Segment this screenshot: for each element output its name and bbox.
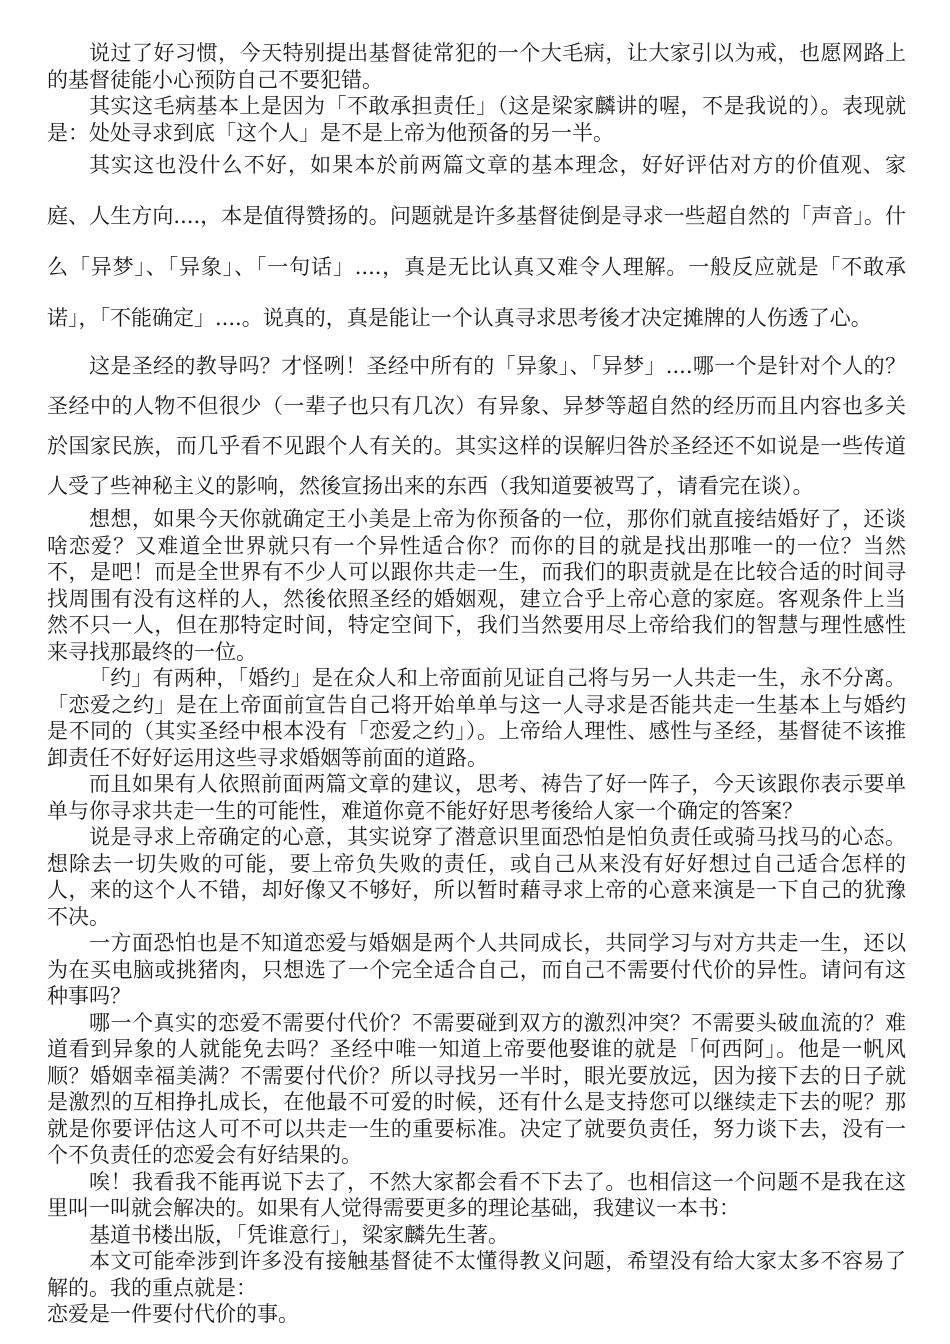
paragraph-12: 基道书楼出版，「凭谁意行」，梁家麟先生著。 — [89, 1222, 509, 1247]
paragraph-3: 其实这也没什么不好，如果本於前两篇文章的基本理念，好好评估对方的价值观、家庭、人生方向....，本是值得赞扬的。问题就是许多基督徒倒是寻求一些超自然的「声音」。什么「异梦」、「异象」、「一句话」....，真是无比认真又难令人理解。一般反应就是「不敢承诺」，「不能确定」....。说真的，真是能让一个认真寻求思考後才决定摊牌的人伤透了心。 — [47, 153, 906, 330]
paragraph-2: 其实这毛病基本上是因为「不敢承担责任」（这是梁家麟讲的喔，不是我说的）。表现就是：处处寻求到底「这个人」是不是上帝为他预备的另一半。 — [47, 94, 906, 145]
closing-line: 恋爱是一件要付代价的事。 — [47, 1302, 299, 1326]
paragraph-11: 唉！我看我不能再说下去了，不然大家都会看不下去了。也相信这一个问题不是我在这里叫一叫就会解决的。如果有人觉得需要更多的理论基础，我建议一本书： — [47, 1169, 906, 1220]
paragraph-9: 一方面恐怕也是不知道恋爱与婚姻是两个人共同成长，共同学习与对方共走一生，还以为在买电脑或挑猪肉，只想选了一个完全适合自己，而自己不需要付代价的异性。请问有这种事吗？ — [47, 931, 906, 1008]
paragraph-5: 想想，如果今天你就确定王小美是上帝为你预备的一位，那你们就直接结婚好了，还谈啥恋爱？又难道全世界就只有一个异性适合你？而你的目的就是找出那唯一的一位？当然不，是吧！而是全世界有不少人可以跟你共走一生，而我们的职责就是在比较合适的时间寻找周围有没有这样的人，然後依照圣经的婚姻观，建立合乎上帝心意的家庭。客观条件上当然不只一人，但在那特定时间，特定空间下，我们当然要用尽上帝给我们的智慧与理性感性来寻找那最终的一位。 — [47, 507, 906, 664]
paragraph-7: 而且如果有人依照前面两篇文章的建议，思考、祷告了好一阵子，今天该跟你表示要单单与你寻求共走一生的可能性，难道你竟不能好好思考後给人家一个确定的答案？ — [47, 772, 906, 823]
paragraph-13: 本文可能牵涉到许多没有接触基督徒不太懂得教义问题，希望没有给大家太多不容易了解的。我的重点就是： — [47, 1249, 906, 1300]
paragraph-4: 这是圣经的教导吗？才怪咧！圣经中所有的「异象」、「异梦」....哪一个是针对个人的？圣经中的人物不但很少（一辈子也只有几次）有异象、异梦等超自然的经历而且内容也多关於国家民族，而几乎看不见跟个人有关的。其实这样的误解归咎於圣经还不如说是一些传道人受了些神秘主义的影响，然後宣扬出来的东西（我知道要被骂了，请看完在谈）。 — [47, 354, 906, 498]
paragraph-1: 说过了好习惯，今天特别提出基督徒常犯的一个大毛病，让大家引以为戒，也愿网路上的基督徒能小心预防自己不要犯错。 — [47, 41, 906, 92]
paragraph-8: 说是寻求上帝确定的心意，其实说穿了潜意识里面恐怕是怕负责任或骑马找马的心态。想除去一切失败的可能，要上帝负失败的责任，或自己从来没有好好想过自己适合怎样的人，来的这个人不错，却好像又不够好，所以暂时藉寻求上帝的心意来演是一下自己的犹豫不决。 — [47, 825, 906, 929]
paragraph-10: 哪一个真实的恋爱不需要付代价？不需要碰到双方的激烈冲突？不需要头破血流的？难道看到异象的人就能免去吗？圣经中唯一知道上帝要他娶谁的就是「何西阿」。他是一帆风顺？婚姻幸福美满？不需要付代价？所以寻找另一半时，眼光要放远，因为接下去的日子就是激烈的互相挣扎成长，在他最不可爱的时候，还有什么是支持您可以继续走下去的呢？那就是你要评估这人可不可以共走一生的重要标准。决定了就要负责任，努力谈下去，没有一个不负责任的恋爱会有好结果的。 — [47, 1010, 906, 1167]
paragraph-6: 「约」有两种，「婚约」是在众人和上帝面前见证自己将与另一人共走一生，永不分离。「恋爱之约」是在上帝面前宣告自己将开始单单与这一人寻求是否能共走一生基本上与婚约是不同的（其实圣经中根本没有「恋爱之约」）。上帝给人理性、感性与圣经，基督徒不该推卸责任不好好运用这些寻求婚姻等前面的道路。 — [47, 666, 906, 770]
